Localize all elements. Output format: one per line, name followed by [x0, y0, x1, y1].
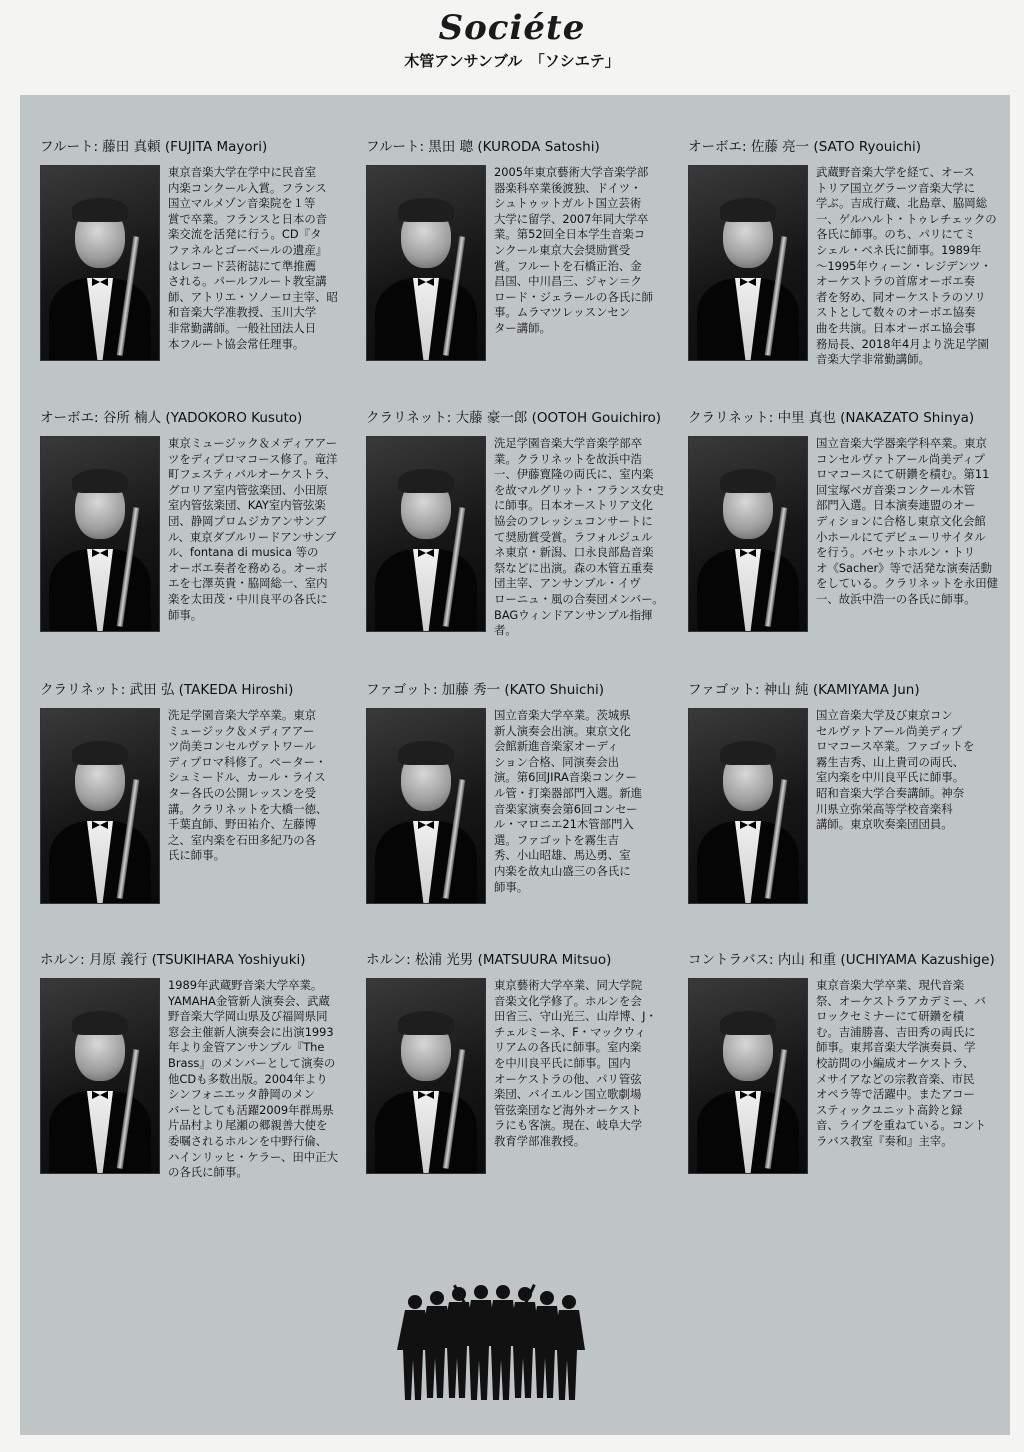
member-card-yadokoro [40, 406, 360, 668]
member-card-tsukihara [40, 948, 360, 1210]
member-photo [366, 708, 486, 904]
member-bio: 洗足学園音楽大学卒業。東京 ミュージック＆メディアアー ツ尚美コンセルヴァトワール ディプロマ科修了。ペーター・ シュミードル、カール・ライス ター各氏の公開レッスンを受 講。クラリネットを大橋一徳、 千葉直師、野田祐介、左藤博 之、室内楽を石田多紀乃の各 氏に師事。 [168, 708, 328, 863]
member-card-nakazato [688, 406, 1008, 668]
member-name: ファゴット: 神山 純 (KAMIYAMA Jun) [688, 682, 920, 698]
member-name: クラリネット: 中里 真也 (NAKAZATO Shinya) [688, 410, 975, 426]
member-name: オーボエ: 佐藤 亮一 (SATO Ryouichi) [688, 139, 922, 155]
member-photo [40, 436, 160, 632]
member-name: ホルン: 月原 義行 (TSUKIHARA Yoshiyuki) [40, 952, 306, 968]
member-name: ホルン: 松浦 光男 (MATSUURA Mitsuo) [366, 952, 612, 968]
member-card-kato [366, 678, 686, 940]
member-card-kuroda [366, 135, 686, 397]
member-photo [366, 436, 486, 632]
header [0, 0, 1024, 96]
member-name: フルート: 藤田 真頼 (FUJITA Mayori) [40, 139, 268, 155]
member-name: ファゴット: 加藤 秀一 (KATO Shuichi) [366, 682, 605, 698]
ensemble-subtitle: 木管アンサンブル 「ソシエテ」 [404, 52, 620, 70]
member-photo [688, 978, 808, 1174]
member-card-ootoh [366, 406, 686, 668]
ensemble-logo: Sociéte [438, 8, 586, 48]
member-name: フルート: 黒田 聰 (KURODA Satoshi) [366, 139, 600, 155]
member-photo [40, 708, 160, 904]
member-card-sato [688, 135, 1008, 397]
member-card-fujita [40, 135, 360, 397]
member-bio: 東京ミュージック＆メディアアー ツをディプロマコース修了。竜洋 町フェスティバルオーケストラ、 グロリア室内管弦楽団、小田原 室内管弦楽団、KAY室内管弦楽 団、静岡プロムジカアンサンブ ル、東京ダブルリードアンサンブ ル、fontana di musica 等の オーボエ奏者を務める。オーボ エを七澤英貴・脇岡総一、室内 楽を太田茂・中川良平の各氏に 師事。 [168, 436, 338, 622]
member-photo [40, 978, 160, 1174]
member-bio: 武蔵野音楽大学を経て、オース トリア国立グラーツ音楽大学に 学ぶ。吉成行蔵、北島章、脇岡総 一、ゲルハルト・トゥレチェックの 各氏に師事。のち、パリにてミ シェル・ベネ氏に師事。1989年 ～1995年ウィーン・レジデンツ・ オーケストラの首席オーボエ奏 者を努め、同オーケストラのソリ ストとして数々のオーボエ協奏 曲を共演。日本オーボエ協会事 務局長、2018年4月より洗足学園 音楽大学非常勤講師。 [816, 165, 997, 367]
member-name: オーボエ: 谷所 楠人 (YADOKORO Kusuto) [40, 410, 303, 426]
member-card-uchiyama [688, 948, 1008, 1210]
member-photo [688, 708, 808, 904]
member-photo [366, 978, 486, 1174]
ensemble-silhouette-illustration [393, 1278, 593, 1402]
member-bio: 東京音楽大学卒業、現代音楽 祭、オーケストラアカデミー、バ ロックセミナーにて研鑽を積 む。吉浦勝喜、吉田秀の両氏に 師事。東邦音楽大学演奏員、学 校訪問の小編成オーケストラ、 メサイアなどの宗教音楽、市民 オペラ等で活躍中。またアコー スティックユニット高鈴と録 音、ライブを重ねている。コント ラバス教室『奏和』主宰。 [816, 978, 986, 1148]
member-bio: 2005年東京藝術大学音楽学部 器楽科卒業後渡独、ドイツ・ シュトゥットガルト国立芸術 大学に留学、2007年同大学卒 業。第52回全日本学生音楽コ ンクール東京大会奨励賞受 賞。フルートを石橋正治、金 昌国、中川昌三、ジャン＝ク ロード・ジェラールの各氏に師 事。ムラマツレッスンセン ター講師。 [494, 165, 654, 335]
member-bio: 国立音楽大学器楽学科卒業。東京 コンセルヴァトアール尚美ディプ ロマコースにて研鑽を積む。第11 回宝塚ベガ音楽コンクール木管 部門入選。日本演奏連盟のオー ディションに合格し東京文化会館 小ホールにてデビューリサイタル を行う。バセットホルン・トリ オ《Sacher》等で活発な演奏活動 をしている。クラリネットを永田健 一、故浜中浩一の各氏に師事。 [816, 436, 999, 606]
member-card-takeda [40, 678, 360, 940]
member-name: コントラバス: 内山 和重 (UCHIYAMA Kazushige) [688, 952, 995, 968]
member-card-kamiyama [688, 678, 1008, 940]
member-panel [20, 95, 1010, 1435]
member-name: クラリネット: 大藤 豪一郎 (OOTOH Gouichiro) [366, 410, 662, 426]
member-photo [366, 165, 486, 361]
member-name: クラリネット: 武田 弘 (TAKEDA Hiroshi) [40, 682, 294, 698]
member-photo [688, 165, 808, 361]
member-photo [40, 165, 160, 361]
member-bio: 国立音楽大学卒業。茨城県 新人演奏会出演。東京文化 会館新進音楽家オーディ ション合格、同演奏会出 演。第6回JIRA音楽コンクー ル管・打楽器部門入選。新進 音楽家演奏会第6回コンセー ル・マロニエ21木管部門入 選。ファゴットを霧生吉 秀、小山昭雄、馬込勇、室 内楽を故丸山盛三の各氏に 師事。 [494, 708, 643, 894]
member-bio: 東京藝術大学卒業、同大学院 音楽文化学修了。ホルンを会 田省三、守山光三、山岸博、J・ チェルミーネ、F・マックウィ リアムの各氏に師事。室内楽 を中川良平氏に師事。国内 オーケストラの他、パリ管弦 楽団、バイエルン国立歌劇場 管弦楽団など海外オーケスト ラにも客演。現在、岐阜大学 教育学部准教授。 [494, 978, 657, 1148]
member-bio: 1989年武蔵野音楽大学卒業。 YAMAHA金管新人演奏会、武蔵 野音楽大学岡山県及び福岡県同 窓会主催新人演奏会に出演1993 年より金管アンサンブル『The Brass』のメンバーとして演奏の 他CDも多数出版。2004年より シンフォニエッタ静岡のメン バーとしても活躍2009年群馬県 片品村より尾瀬の郷親善大使を 委嘱されるホルンを中野行倫、 ハインリッヒ・ケラー、田中正大 の各氏に師事。 [168, 978, 338, 1180]
member-photo [688, 436, 808, 632]
member-card-matsuura [366, 948, 686, 1210]
member-bio: 国立音楽大学及び東京コン セルヴァトアール尚美ディプ ロマコース卒業。ファゴットを 霧生吉秀、山上貴司の両氏、 室内楽を中川良平氏に師事。 昭和音楽大学合奏講師。神奈 川県立弥栄高等学校音楽科 講師。東京吹奏楽団団員。 [816, 708, 975, 832]
member-bio: 洗足学園音楽大学音楽学部卒 業。クラリネットを故浜中浩 一、伊藤寛隆の両氏に、室内楽 を故マルグリット・フランス女史 に師事。日本オーストリア文化 協会のフレッシュコンサートに て奨励賞受賞。ラフォルジュル ネ東京・新潟、口永良部島音楽 祭などに出演。森の木管五重奏 団主宰、アンサンブル・イヴ ローニュ・風の合奏団メンバー。 BAGウィンドアンサンブル指揮 者。 [494, 436, 664, 638]
member-bio: 東京音楽大学在学中に民音室 内楽コンクール入賞。フランス 国立マルメゾン音楽院を１等 賞で卒業。フランスと日本の音 楽交流を活発に行う。CD『タ ファネルとゴーベールの遺産』 はレコード芸術誌にて準推薦 される。パールフルート教室講 師、アトリエ・ソノーロ主宰、昭 和音楽大学准教授、玉川大学 非常勤講師。一般社団法人日 本フルート協会常任理事。 [168, 165, 338, 351]
